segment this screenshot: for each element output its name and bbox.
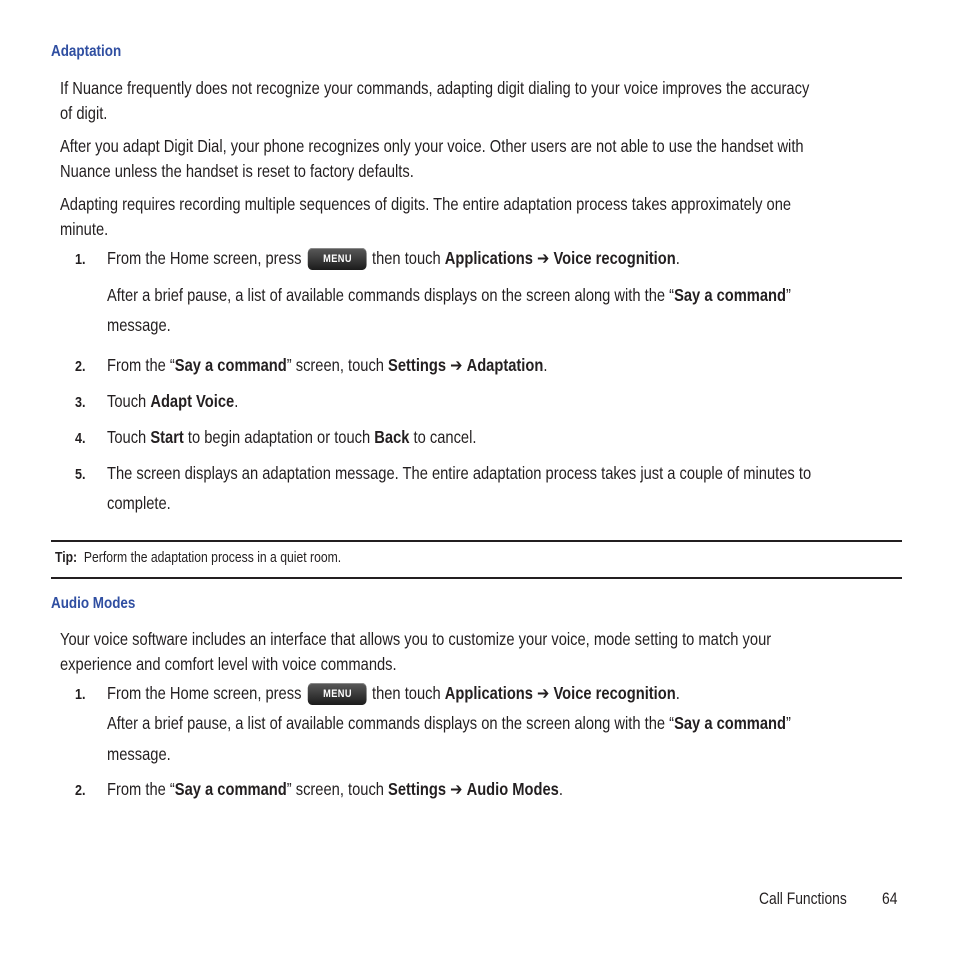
tip-label: Tip:	[55, 550, 78, 566]
say-a-command-label: Say a command	[174, 355, 287, 375]
menu-path-audio-modes: Audio Modes	[466, 779, 559, 799]
start-label: Start	[150, 427, 184, 447]
adaptation-step-4: Touch Start to begin adaptation or touch Back to cancel.	[107, 427, 477, 447]
step-number: 2.	[75, 782, 86, 799]
tip-top-rule	[51, 540, 902, 542]
adaptation-step-5-line2: complete.	[107, 493, 171, 513]
menu-path-settings: Settings	[388, 355, 447, 375]
step-number: 5.	[75, 466, 86, 483]
audio-modes-step-2: From the “Say a command” screen, touch Settings ➔ Audio Modes.	[107, 779, 563, 799]
arrow-icon: ➔	[450, 355, 463, 375]
step-text: From the Home screen, press	[107, 248, 302, 268]
tip-text: Perform the adaptation process in a quiet room.	[83, 550, 342, 566]
adaptation-paragraph-1: If Nuance frequently does not recognize your commands, adapting digit dialing to your voice improves the accuracy of digit.	[60, 78, 810, 123]
section-heading-adaptation: Adaptation	[51, 43, 122, 60]
menu-path-settings: Settings	[388, 779, 447, 799]
menu-key-icon: MENU	[308, 683, 367, 705]
audio-modes-step-1-detail: After a brief pause, a list of available commands displays on the screen along with the “Say a command”	[107, 713, 791, 733]
audio-modes-step-1-detail-line2: message.	[107, 744, 171, 764]
audio-modes-step-1: From the Home screen, press MENU then touch Applications ➔ Voice recognition.	[107, 683, 789, 705]
step-number: 1.	[75, 251, 86, 268]
say-a-command-label: Say a command	[674, 713, 787, 733]
section-heading-audio-modes: Audio Modes	[51, 595, 136, 612]
arrow-icon: ➔	[537, 683, 550, 703]
footer-section-name: Call Functions	[759, 890, 847, 908]
menu-path-voice-recognition: Voice recognition	[553, 683, 676, 703]
tip-note	[55, 550, 396, 566]
menu-path-voice-recognition: Voice recognition	[553, 248, 676, 268]
adaptation-step-3: Touch Adapt Voice.	[107, 391, 239, 411]
menu-path-adaptation: Adaptation	[466, 355, 544, 375]
arrow-icon: ➔	[537, 248, 550, 268]
adaptation-step-1: From the Home screen, press MENU then touch Applications ➔ Voice recognition.	[107, 248, 789, 270]
adaptation-step-5: The screen displays an adaptation message. The entire adaptation process takes just a couple of minutes to	[107, 463, 812, 483]
page-number: 64	[882, 890, 898, 908]
adaptation-step-1-detail: After a brief pause, a list of available commands displays on the screen along with the “Say a command”	[107, 285, 791, 305]
tip-bottom-rule	[51, 577, 902, 579]
step-number: 3.	[75, 394, 86, 411]
step-number: 2.	[75, 358, 86, 375]
step-number: 1.	[75, 686, 86, 703]
adapt-voice-label: Adapt Voice	[150, 391, 235, 411]
audio-modes-paragraph: Your voice software includes an interface that allows you to customize your voice, mode setting to match your experience and comfort level with voice commands.	[60, 629, 772, 674]
adaptation-step-1-detail-line2: message.	[107, 315, 171, 335]
say-a-command-label: Say a command	[674, 285, 787, 305]
adaptation-paragraph-3: Adapting requires recording multiple sequences of digits. The entire adaptation process takes approximately one minute.	[60, 194, 792, 239]
say-a-command-label: Say a command	[174, 779, 287, 799]
adaptation-paragraph-2: After you adapt Digit Dial, your phone recognizes only your voice. Other users are not able to use the handset with Nuance unless the handset is reset to factory defaults.	[60, 136, 804, 181]
menu-path-applications: Applications	[444, 248, 533, 268]
back-label: Back	[374, 427, 410, 447]
menu-key-icon: MENU	[308, 248, 367, 270]
step-text: then touch	[371, 248, 441, 268]
adaptation-step-2: From the “Say a command” screen, touch Settings ➔ Adaptation.	[107, 355, 548, 375]
menu-path-applications: Applications	[444, 683, 533, 703]
arrow-icon: ➔	[450, 779, 463, 799]
step-number: 4.	[75, 430, 86, 447]
